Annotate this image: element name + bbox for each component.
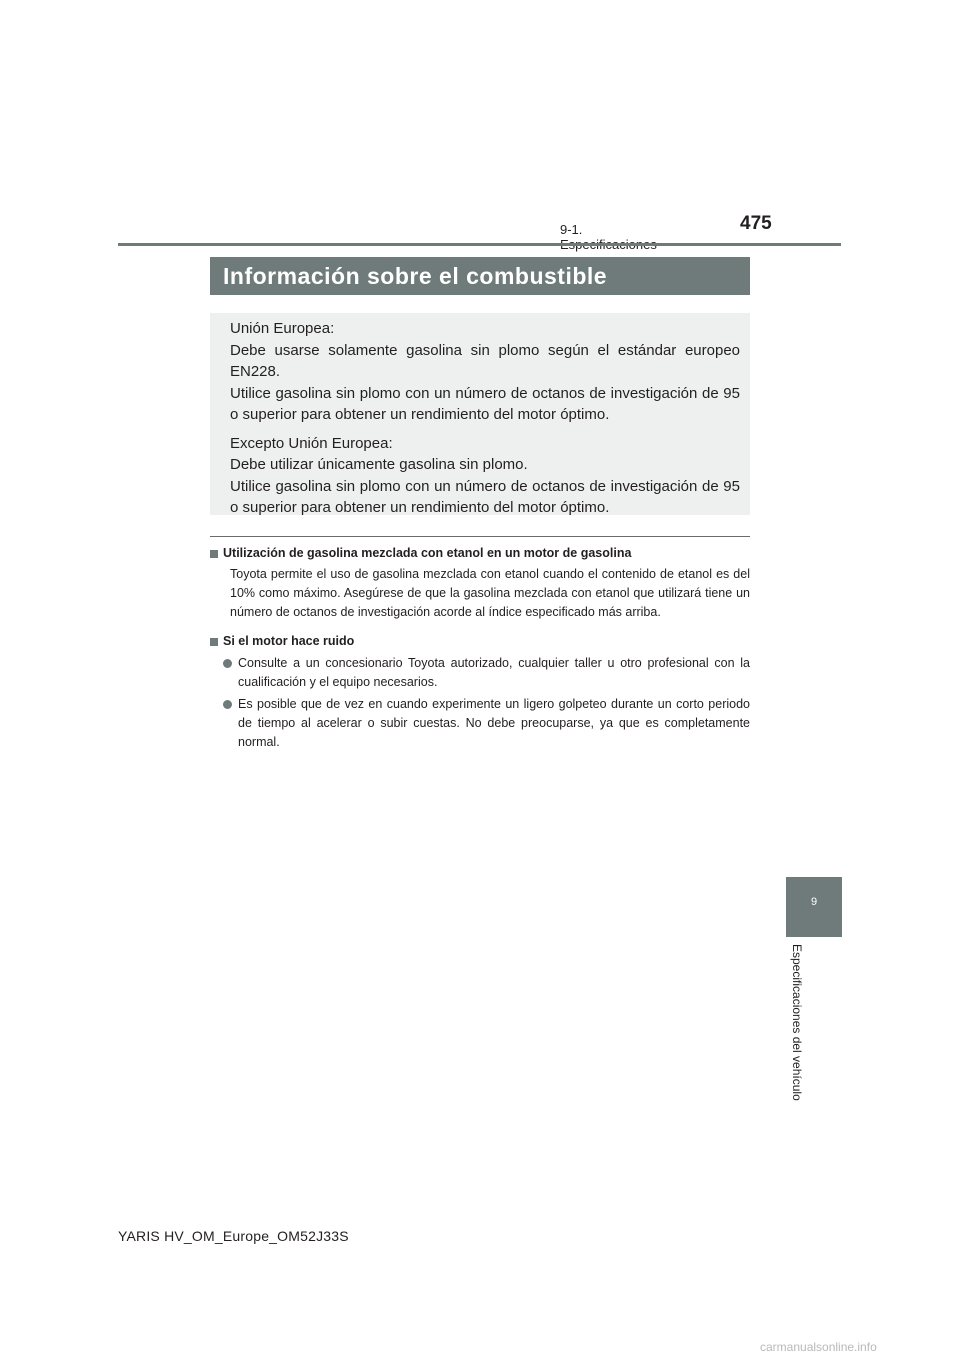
chapter-tab: 9 bbox=[786, 877, 842, 937]
eu-heading: Unión Europea: bbox=[230, 320, 335, 337]
non-eu-heading: Excepto Unión Europea: bbox=[230, 434, 393, 452]
circle-bullet-icon bbox=[223, 700, 232, 709]
header-rule bbox=[118, 243, 841, 246]
engine-noise-heading: Si el motor hace ruido bbox=[223, 634, 355, 648]
page-title: Información sobre el combustible bbox=[210, 257, 750, 295]
notes-section bbox=[210, 544, 750, 752]
ethanol-note-body: Toyota permite el uso de gasolina mezclada con etanol cuando el contenido de etanol es del 10% como máximo. Asegúrese de que la gasolina mezclada con etanol que utilizará tiene un número de octanos de investigación acorde al índice especificado más arriba. bbox=[230, 567, 750, 619]
watermark: carmanualsonline.info bbox=[760, 1340, 877, 1354]
eu-standard-text: Debe usarse solamente gasolina sin plomo según el estándar europeo EN228. bbox=[230, 341, 740, 380]
section-header: 9-1. bbox=[560, 222, 583, 237]
document-footer: YARIS HV_OM_Europe_OM52J33S bbox=[118, 1228, 349, 1244]
chapter-label: Especificaciones del vehículo bbox=[790, 944, 804, 1101]
non-eu-unleaded-text: Debe utilizar únicamente gasolina sin plomo. bbox=[230, 456, 528, 473]
circle-bullet-icon bbox=[223, 659, 232, 668]
square-bullet-icon bbox=[210, 638, 218, 646]
dealer-advice-text: Consulte a un concesionario Toyota autorizado, cualquier taller u otro profesional con la cualificación y el equipo necesarios. bbox=[238, 656, 750, 689]
list-item bbox=[223, 654, 750, 692]
non-eu-octane-text: Utilice gasolina sin plomo con un número de octanos de investigación de 95 o superior para obtener un rendimiento del motor óptimo. bbox=[230, 477, 740, 516]
note-heading bbox=[210, 544, 750, 563]
eu-octane-text: Utilice gasolina sin plomo con un número de octanos de investigación de 95 o superior para obtener un rendimiento del motor óptimo. bbox=[230, 384, 740, 423]
note-heading bbox=[210, 632, 750, 651]
ethanol-note-heading: Utilización de gasolina mezclada con etanol en un motor de gasolina bbox=[223, 546, 632, 560]
square-bullet-icon bbox=[210, 550, 218, 558]
section-divider bbox=[210, 536, 750, 537]
knocking-advice-text: Es posible que de vez en cuando experimente un ligero golpeteo durante un corto periodo de tiempo al acelerar o subir cuestas. No debe preocuparse, ya que es completamente normal. bbox=[238, 697, 750, 749]
list-item bbox=[223, 695, 750, 752]
fuel-info-box bbox=[210, 313, 750, 515]
page-number: 475 bbox=[740, 213, 772, 234]
